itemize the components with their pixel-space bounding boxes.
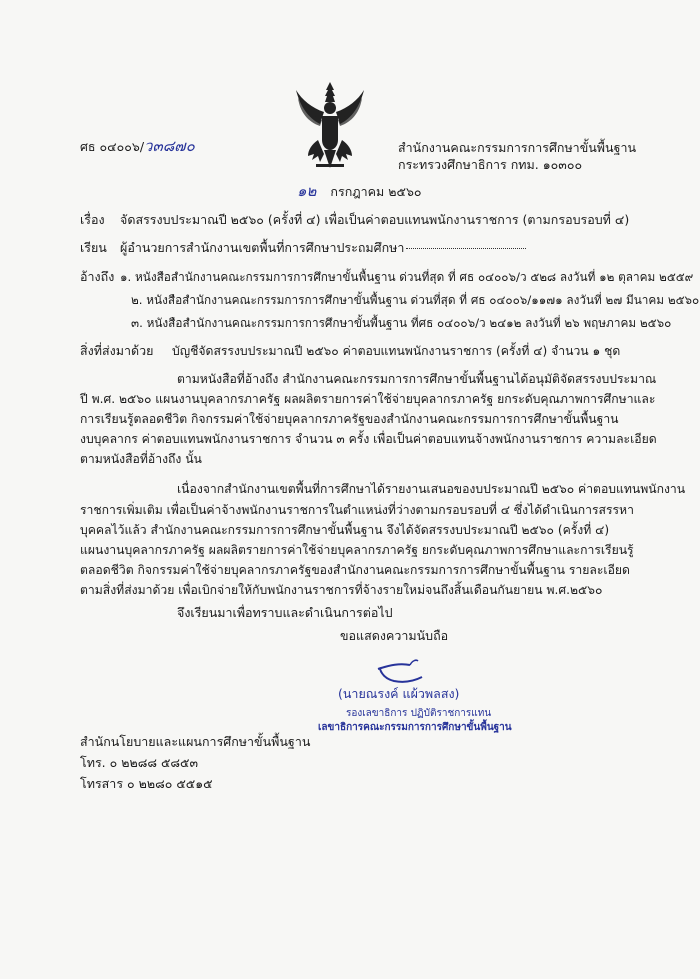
paragraph2-line: ตามสิ่งที่ส่งมาด้วย เพื่อเบิกจ่ายให้กับพนักงานราชการที่จ้างรายใหม่จนถึงสิ้นเดือนกันยายน พ.ศ.๒๕๖๐ (80, 583, 603, 597)
fill-in-dotted-line (406, 248, 526, 249)
footer-phone: โทร. ๐ ๒๒๘๘ ๕๘๕๓ (80, 755, 199, 770)
paragraph2-line: แผนงานบุคลากรภาครัฐ ผลผลิตรายการค่าใช้จ่ายบุคลากรภาครัฐ ยกระดับคุณภาพการศึกษาและการเรียนรู้ (80, 543, 634, 557)
paragraph1-line: ตามหนังสือที่อ้างถึง นั้น (80, 452, 202, 466)
paragraph1-line: การเรียนรู้ตลอดชีวิต กิจกรรมค่าใช้จ่ายบุคลากรภาครัฐของสำนักงานคณะกรรมการการศึกษาขั้นพื้นฐาน (80, 412, 619, 426)
enclosure-text: บัญชีจัดสรรงบประมาณปี ๒๕๖๐ ค่าตอบแทนพนักงานราชการ (ครั้งที่ ๔) จำนวน ๑ ชุด (172, 344, 621, 358)
signatory-title-2: เลขาธิการคณะกรรมการการศึกษาขั้นพื้นฐาน (318, 722, 512, 733)
paragraph1-line: ปี พ.ศ. ๒๕๖๐ แผนงานบุคลากรภาครัฐ ผลผลิตรายการค่าใช้จ่ายบุคลากรภาครัฐ ยกระดับคุณภาพการศึกษาและ (80, 392, 656, 406)
reference-item-3: ๓. หนังสือสำนักงานคณะกรรมการการศึกษาขั้นพื้นฐาน ที่ศธ ๐๔๐๐๖/ว ๒๔๑๒ ลงวันที่ ๒๖ พฤษภาคม ๒๕๖๐ (131, 316, 672, 330)
subject-text: จัดสรรงบประมาณปี ๒๕๖๐ (ครั้งที่ ๔) เพื่อเป็นค่าตอบแทนพนักงานราชการ (ตามกรอบรอบที่ ๔) (120, 212, 630, 227)
references-label: อ้างถึง (80, 269, 115, 284)
reference-item-1: ๑. หนังสือสำนักงานคณะกรรมการการศึกษาขั้นพื้นฐาน ด่วนที่สุด ที่ ศธ ๐๔๐๐๖/ว ๕๒๘ ลงวันที่ ๑๒ ตุลาคม ๒๕๕๙ (120, 270, 694, 284)
footer-office: สำนักนโยบายและแผนการศึกษาขั้นพื้นฐาน (80, 734, 311, 749)
enclosure-label: สิ่งที่ส่งมาด้วย (80, 343, 154, 358)
document-date (297, 183, 422, 200)
reference-number-handwritten: ว๓๘๗๐ (144, 137, 195, 155)
paragraph2-line: ราชการเพิ่มเติม เพื่อเป็นค่าจ้างพนักงานราชการในตำแหน่งที่ว่างตามกรอบรอบที่ ๔ ซึ่งได้ดำเนินการสรรหา (80, 503, 634, 517)
paragraph2-line: เนื่องจากสำนักงานเขตพื้นที่การศึกษาได้รายงานเสนอของบประมาณปี ๒๕๖๐ ค่าตอบแทนพนักงาน (177, 482, 686, 496)
closing-request: จึงเรียนมาเพื่อทราบและดำเนินการต่อไป (177, 605, 393, 620)
date-day-handwritten: ๑๒ (297, 182, 317, 200)
agency-name: สำนักงานคณะกรรมการการศึกษาขั้นพื้นฐาน (398, 140, 637, 155)
paragraph2-line: ตลอดชีวิต กิจกรรมค่าใช้จ่ายบุคลากรภาครัฐของสำนักงานคณะกรรมการการศึกษาขั้นพื้นฐาน รายละเอียด (80, 563, 630, 577)
recipient: ผู้อำนวยการสำนักงานเขตพื้นที่การศึกษาประถมศึกษา (120, 240, 405, 255)
subject-label: เรื่อง (80, 212, 105, 227)
reference-item-2: ๒. หนังสือสำนักงานคณะกรรมการการศึกษาขั้นพื้นฐาน ด่วนที่สุด ที่ ศธ ๐๔๐๐๖/๑๑๗๑ ลงวันที่ ๒๗ มีนาคม ๒๕๖๐ (131, 293, 700, 307)
closing-salutation: ขอแสดงความนับถือ (340, 628, 449, 643)
salutation-text (120, 240, 526, 256)
reference-number-prefix: ศธ ๐๔๐๐๖/ (80, 139, 145, 154)
agency-address: กระทรวงศึกษาธิการ กทม. ๑๐๓๐๐ (398, 157, 583, 172)
footer-fax: โทรสาร ๐ ๒๒๘๐ ๕๕๑๕ (80, 776, 213, 791)
paragraph1-line: งบบุคลากร ค่าตอบแทนพนักงานราชการ จำนวน ๓ ครั้ง เพื่อเป็นค่าตอบแทนจ้างพนักงานราชการ ความละเอียด (80, 432, 657, 446)
date-month-year: กรกฎาคม ๒๕๖๐ (330, 184, 422, 199)
signatory-name: (นายณรงค์ แผ้วพลสง) (338, 686, 460, 701)
paragraph2-line: บุคคลไว้แล้ว สำนักงานคณะกรรมการการศึกษาขั้นพื้นฐาน จึงได้จัดสรรงบประมาณปี ๒๕๖๐ (ครั้งที่ ๔) (80, 523, 610, 537)
reference-number (80, 138, 195, 155)
salutation-label: เรียน (80, 240, 107, 255)
signatory-title-1: รองเลขาธิการ ปฏิบัติราชการแทน (346, 708, 492, 719)
garuda-emblem (294, 78, 366, 176)
paragraph1-line: ตามหนังสือที่อ้างถึง สำนักงานคณะกรรมการการศึกษาขั้นพื้นฐานได้อนุมัติจัดสรรงบประมาณ (177, 372, 657, 386)
